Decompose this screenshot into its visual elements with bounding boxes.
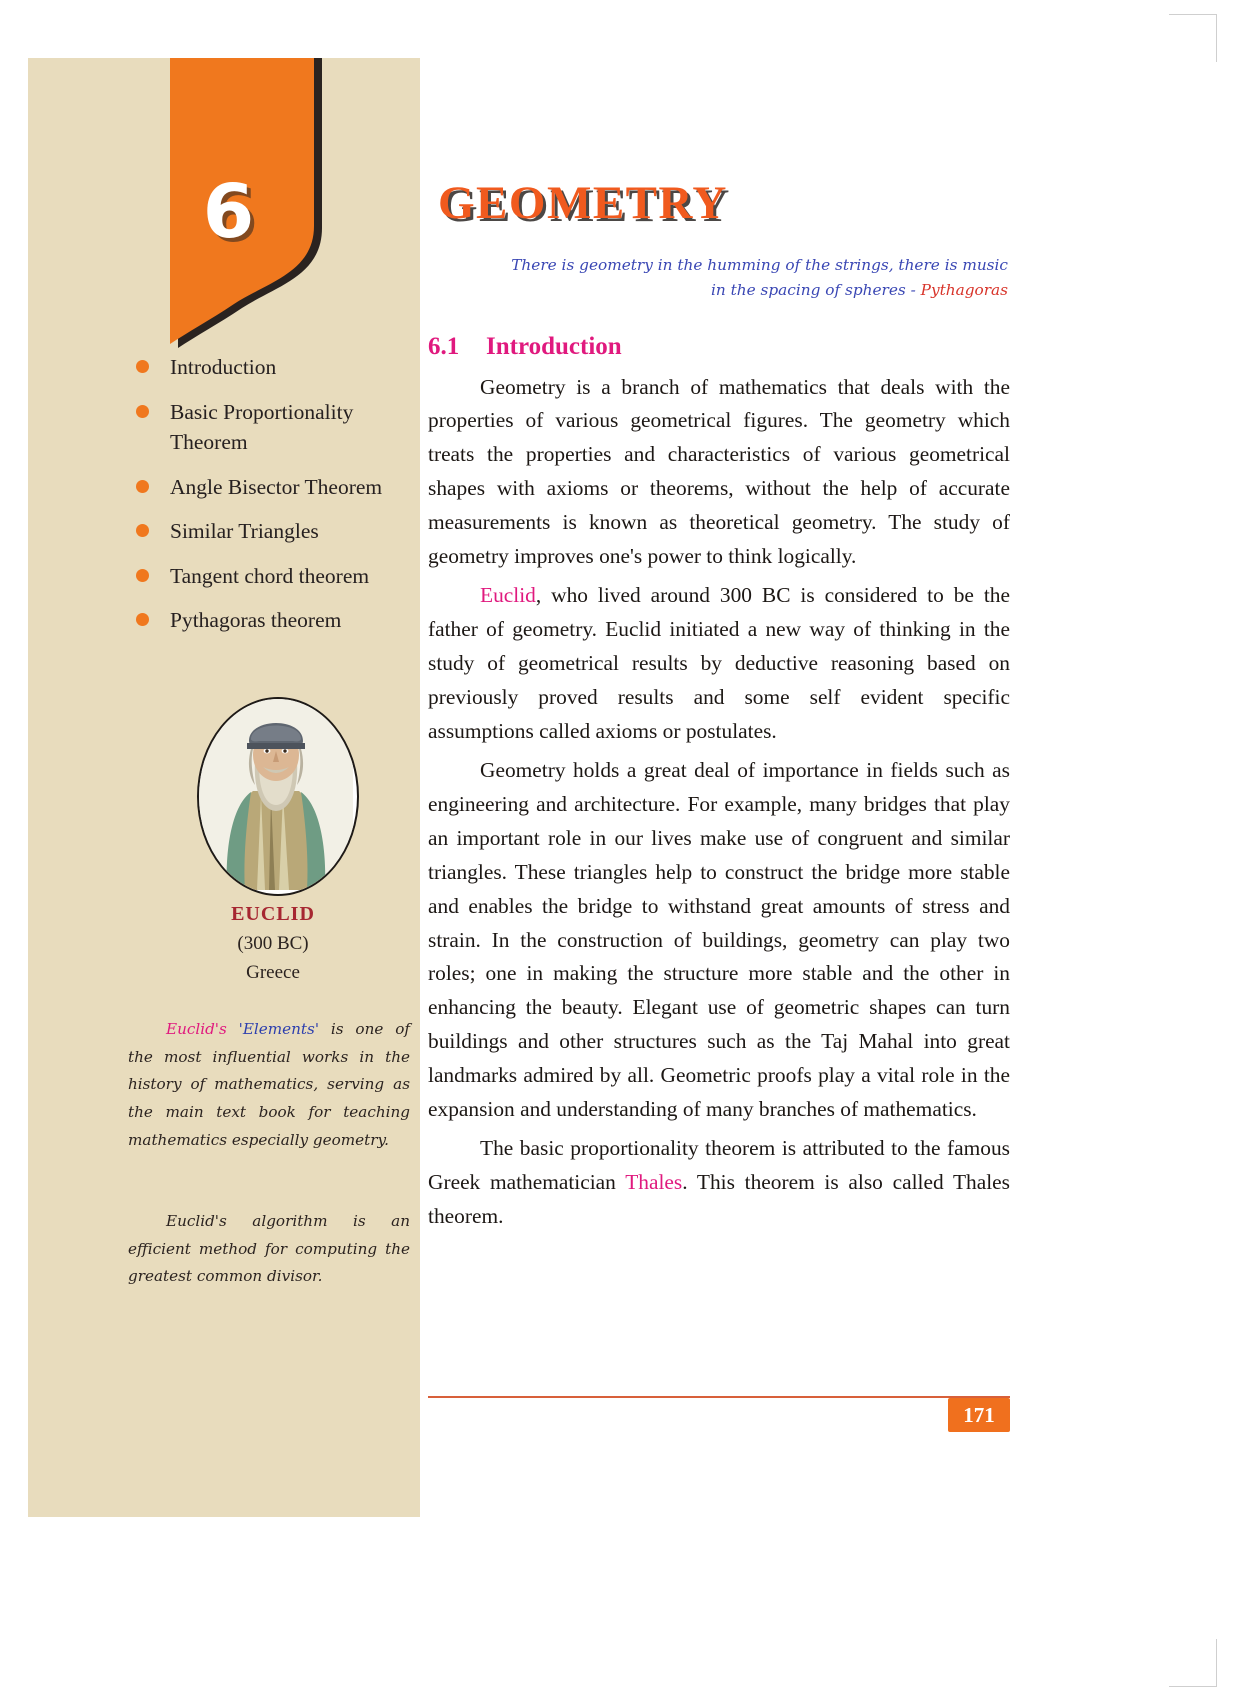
euclid-place-label: Greece [246,962,300,983]
toc-item-similar-triangles[interactable] [128,516,418,547]
toc-item-introduction[interactable] [128,352,418,383]
toc-item-basic-proportionality-theorem[interactable] [128,397,418,458]
body-paragraph-1: Geometry is a branch of mathematics that deals with the properties of various geometrical figures. The geometry which treats the properties and characteristics of various geometrical shapes with axioms or theorems, without the help of accurate measurements is known as theoretical geometry. The study of geometry improves one's power to think logically. [428,374,1010,568]
section-heading [428,333,1010,361]
euclid-illustration [199,699,353,890]
bullet-icon [136,480,149,493]
crop-mark-top-right-horizontal [1169,14,1217,15]
section-number: 6.1 [428,332,460,360]
page-number-badge: 171 [948,1398,1010,1432]
caption-body-text: Euclid's algorithm is an efficient method for computing the greatest common divisor. [128,1212,410,1286]
crop-mark-bottom-right-vertical [1216,1639,1217,1687]
toc-item-label: Tangent chord theorem [170,563,370,588]
sidebar-caption-paragraph-2 [128,1208,410,1291]
sidebar-caption-paragraph-1 [128,1016,410,1154]
crop-mark-bottom-right-horizontal [1169,1686,1217,1687]
page-title: GEOMETRY [438,177,728,229]
body-paragraph-3: Geometry holds a great deal of importance in fields such as engineering and architecture. For example, many bridges that play an important role in our lives make use of congruent and similar triangles. These triangles help to construct the bridge more stable and enables the bridge to withstand great amounts of stress and strain. In the construction of buildings, geometry can play two roles; one in making the structure more stable and the other in enhancing the beauty. Elegant use of geometric shapes can turn buildings and other structures such as the Taj Mahal into great landmarks admired by all. Geometric proofs play a vital role in the expansion and understanding of many branches of mathematics. [428,758,1010,1121]
toc-item-label: Basic Proportionality Theorem [170,399,354,455]
main-content-column [428,177,1010,1240]
toc-item-pythagoras-theorem[interactable] [128,605,418,636]
body-paragraph-2 [428,579,1010,748]
chapter-epigraph [428,253,1008,303]
body-paragraph-4-text-b: . This theorem is also called Thales theorem. [428,1170,1010,1229]
epigraph-line-1: There is geometry in the humming of the strings, there is music [511,256,1008,274]
chapter-number: 6 [202,169,254,255]
toc-item-tangent-chord-theorem[interactable] [128,561,418,592]
chapter-topic-list [128,352,418,650]
bullet-icon [136,613,149,626]
footer-divider [428,1396,1010,1398]
toc-item-label: Similar Triangles [170,519,319,544]
toc-item-label: Introduction [170,355,277,379]
euclid-name-label: EUCLID [231,903,315,925]
toc-item-label: Angle Bisector Theorem [170,474,383,499]
body-paragraph-4 [428,1132,1010,1233]
portrait-oval-frame [197,697,359,896]
bullet-icon [136,524,149,537]
toc-item-angle-bisector-theorem[interactable] [128,472,418,503]
bullet-icon [136,360,149,373]
euclid-highlight: Euclid [480,583,536,608]
bullet-icon [136,569,149,582]
epigraph-line-2: in the spacing of spheres - [711,280,921,299]
toc-item-label: Pythagoras theorem [170,608,342,633]
caption-body-text: is one of the most influential works in the history of mathematics, serving as the main text book for teaching mathematics especially geometry. [128,1020,410,1149]
epigraph-attribution: Pythagoras [920,280,1008,299]
bullet-icon [136,405,149,418]
section-heading-label: Introduction [486,332,622,360]
caption-euclids-highlight: Euclid's [166,1020,227,1038]
body-paragraph-4-text-a: The basic proportionality theorem is attributed to the famous Greek mathematician [428,1136,1010,1195]
body-paragraph-2-text: , who lived around 300 BC is considered to be the father of geometry. Euclid initiated a new way of thinking in the study of geometrical results by deductive reasoning based on previously proved results and some self evident specific assumptions called axioms or postulates. [428,583,1010,743]
thales-highlight: Thales [625,1170,683,1195]
euclid-date-label: (300 BC) [237,933,309,954]
crop-mark-top-right-vertical [1216,14,1217,62]
caption-elements-highlight: 'Elements' [226,1020,331,1038]
euclid-portrait [197,697,355,892]
